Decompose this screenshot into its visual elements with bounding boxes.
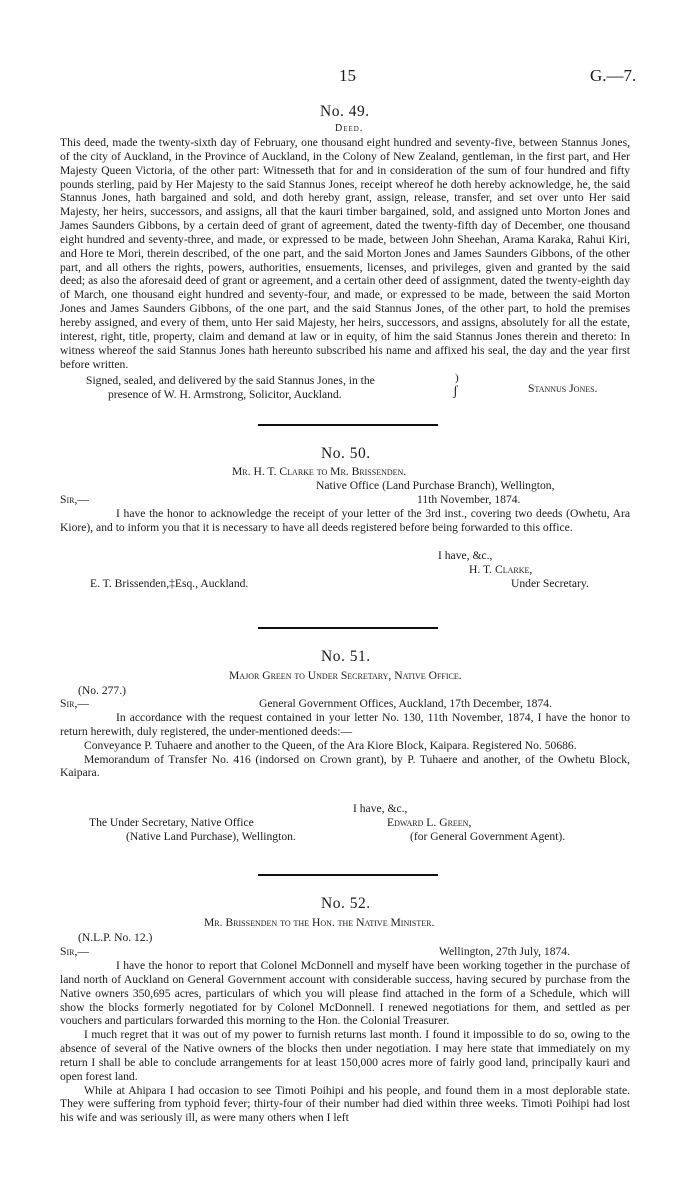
letter-body-51 [60, 711, 630, 780]
letter-text-52-c: While at Ahipara I had occasion to see Timoti Poihipi and his people, and found them in a most deplorable state. They were suffering from typhoid fever; thirty-four of their number had died within three weeks. Timoti Poihipi had lost his wife and was seriously ill, as were many others when I left [60, 1083, 630, 1125]
section-title-52: No. 52. [321, 895, 371, 912]
letter-body-52 [60, 959, 630, 1125]
letter-text-52-a: I have the honor to report that Colonel McDonnell and myself have been working together in the purchase of land north of Auckland on General Government account with considerable success, having secured by purchase from the Native owners 350,695 acres, particulars of which you will please find attached in the form of a Schedule, which will show the blocks formerly negotiated for by Colonel McDonnell. I renewed negotiations for them, and settled as per vouchers and particulars forwarded this morning to the Hon. the Colonial Treasurer. [60, 959, 630, 1028]
signer-51: Edward L. Green, [387, 816, 472, 829]
signed-line-2: presence of W. H. Armstrong, Solicitor, Auckland. [108, 388, 342, 401]
addressee-51-line2: (Native Land Purchase), Wellington. [126, 830, 296, 843]
document-reference: G.—7. [590, 66, 637, 85]
letter-body-50 [60, 507, 630, 535]
section-title-50: No. 50. [321, 445, 371, 462]
salutation-52: Sir,— [60, 945, 89, 958]
deed-body [60, 136, 630, 371]
salutation-51: Sir,— [60, 697, 89, 710]
letter-text-50: I have the honor to acknowledge the receipt of your letter of the 3rd inst., covering two deeds (Owhetu, Ara Kiore), and to inform you that it is necessary to have all deeds registered before being forwarded to this office. [60, 507, 630, 534]
signature-stannus-jones: Stannus Jones. [528, 382, 598, 395]
reference-51: (No. 277.) [78, 684, 126, 697]
section-title-51: No. 51. [321, 648, 371, 665]
office-line: Native Office (Land Purchase Branch), Wellington, [316, 479, 555, 492]
addressee-50: E. T. Brissenden,‡Esq., Auckland. [90, 577, 249, 590]
section-subtitle-deed: Deed. [335, 123, 364, 134]
brace-bottom: ʃ [453, 384, 458, 399]
deed-text: This deed, made the twenty-sixth day of February, one thousand eight hundred and seventy-five, between Stannus Jones, of the city of Auckland, in the Province of Auckland, in the Colony of New Zealand, gentleman, in the first part, and Her Majesty Queen Victoria, of the other part: Witnesseth that for and in consideration of the sum of four hundred and fifty pounds sterling, paid by Her Majesty to the said Stannus Jones, receipt whereof he doth hereby acknowledge, he, the said Stannus Jones, hath bargained and sold, and doth hereby grant, assign, release, transfer, and set over unto Her said Majesty, her heirs, successors, and assigns, all that the kauri timber bargained, sold, and assigned unto Morton Jones and James Saunders Gibbons, by a certain deed of grant of agreement, dated the twenty-fifth day of December, one thousand eight hundred and seventy-three, and made, or expressed to be made, between John Sheehan, Arama Karaka, Rahui Kiri, and Hore te Mori, therein described, of the one part, and the said Morton Jones and James Saunders Gibbons, of the other part, and all others the rights, powers, authorities, ensuements, licenses, and privileges, given and granted by the said deed; as also the aforesaid deed of grant or agreement, and a certain other deed of assignment, dated the twenty-eighth day of March, one thousand eight hundred and seventy-four, and made, or expressed to be made, between the said Morton Jones and James Saunders Gibbons, of the one part, and the said Stannus Jones, of the other part, to hold the premises hereby assigned, and every of them, unto Her said Majesty, her heirs, successors, and assigns, absolutely for all the estate, interest, right, title, property, claim and demand at law or in equity, of him the said Stannus Jones therein and thereto: In witness whereof the said Stannus Jones hath hereunto subscribed his name and affixed his seal, the day and the year first before written. [60, 136, 630, 371]
reference-52: (N.L.P. No. 12.) [78, 931, 153, 944]
section-divider [258, 874, 438, 876]
closing-51: I have, &c., [353, 802, 408, 815]
letter-heading-51: Major Green to Under Secretary, Native Office. [229, 669, 462, 682]
brace-top: ) [455, 372, 459, 384]
letter-text-51-c: Memorandum of Transfer No. 416 (indorsed on Crown grant), by P. Tuhaere and another, of the Owhetu Block, Kaipara. [60, 752, 630, 780]
letter-text-52-b: I much regret that it was out of my power to furnish returns last month. I found it impossible to do so, owing to the absence of several of the Native owners of the blocks then under negotiation. I may here state that immediately on my return I shall be able to conclude arrangements for at least 150,000 acres more of fairly good land, principally kauri and open forest land. [60, 1028, 630, 1083]
section-divider [258, 627, 438, 629]
letter-heading-50: Mr. H. T. Clarke to Mr. Brissenden. [232, 465, 407, 478]
signed-line-1: Signed, sealed, and delivered by the said Stannus Jones, in the [86, 374, 375, 387]
section-title-49: No. 49. [320, 103, 370, 120]
signer-50: H. T. Clarke, [469, 563, 533, 576]
letter-heading-52: Mr. Brissenden to the Hon. the Native Minister. [204, 916, 435, 929]
signer-title-51: (for General Government Agent). [410, 830, 566, 843]
date-line-51: General Government Offices, Auckland, 17th December, 1874. [259, 697, 552, 710]
date-line-50: 11th November, 1874. [417, 493, 521, 506]
page-number: 15 [339, 66, 356, 85]
letter-text-51-b: Conveyance P. Tuhaere and another to the Queen, of the Ara Kiore Block, Kaipara. Registered No. 50686. [84, 738, 577, 752]
closing-50: I have, &c., [438, 549, 493, 562]
section-divider [258, 424, 438, 426]
salutation-50: Sir,— [60, 493, 89, 506]
date-line-52: Wellington, 27th July, 1874. [439, 945, 570, 958]
signer-title-50: Under Secretary. [511, 577, 589, 590]
letter-text-51-a: In accordance with the request contained in your letter No. 130, 11th November, 1874, I have the honor to return herewith, duly registered, the under-mentioned deeds:— [60, 711, 630, 738]
addressee-51-line1: The Under Secretary, Native Office [89, 816, 254, 829]
